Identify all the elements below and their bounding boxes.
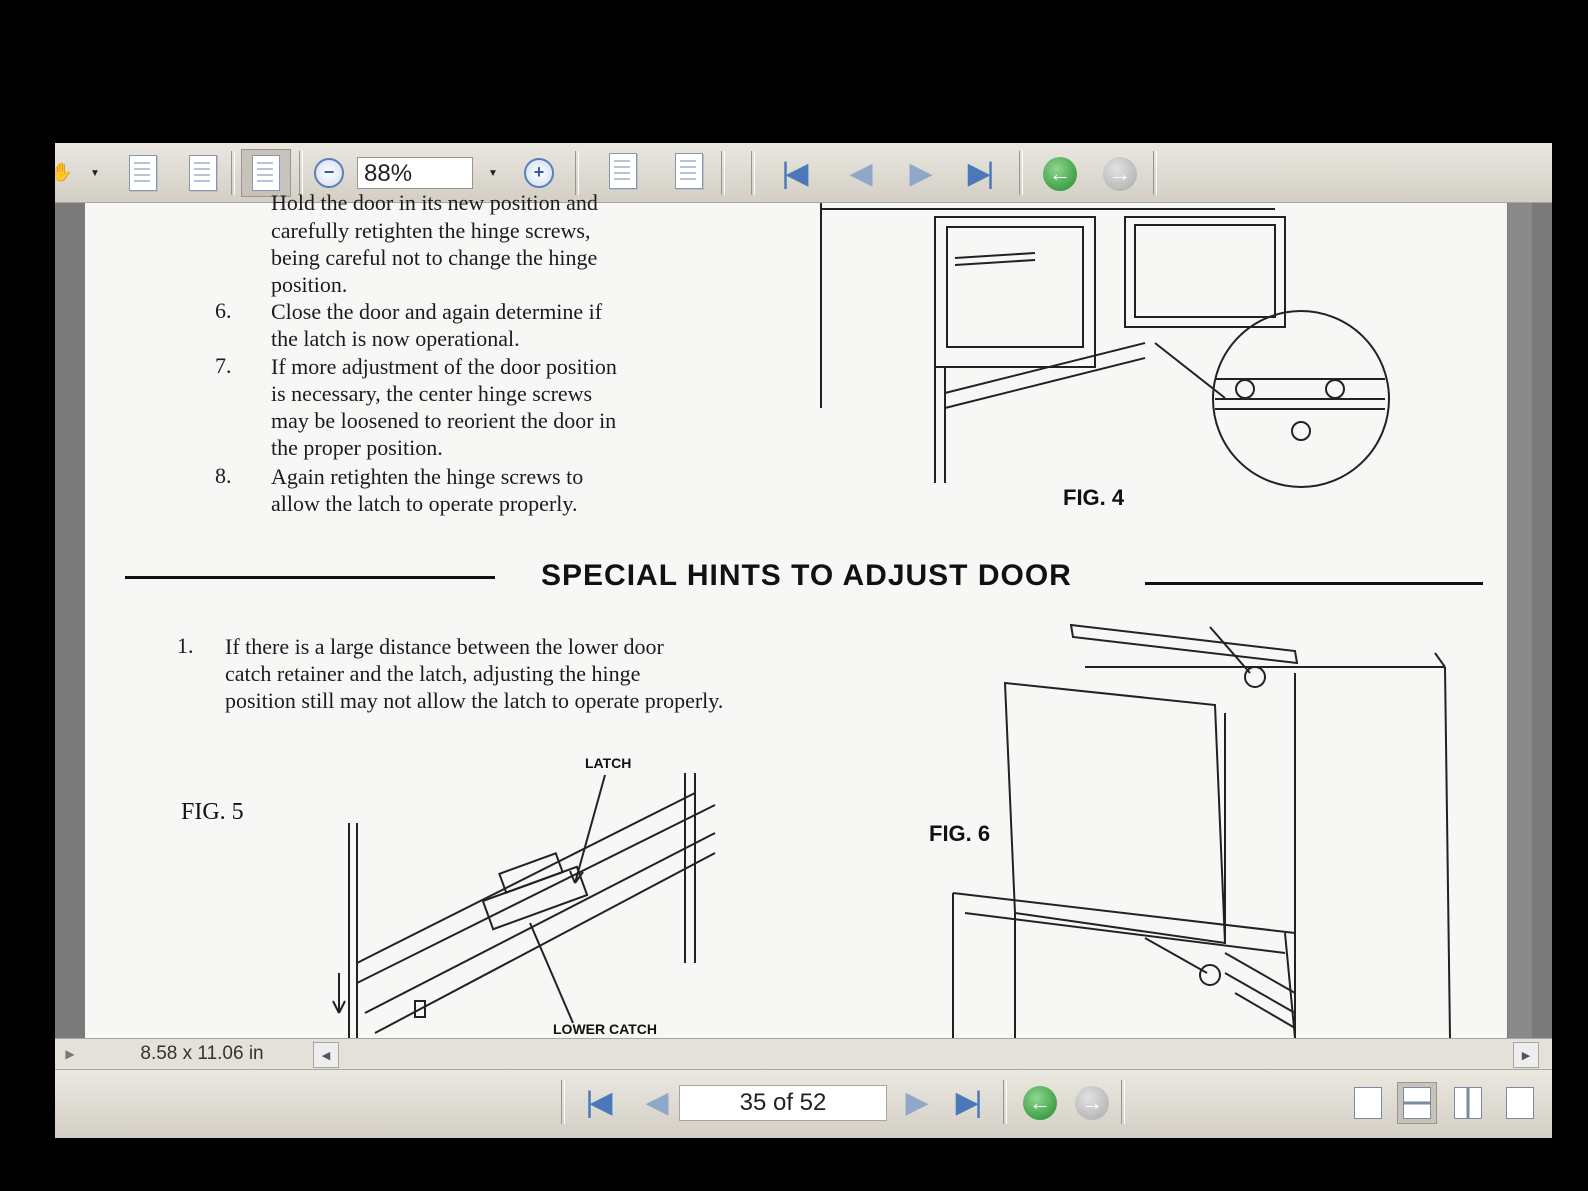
single-page-icon[interactable] [125, 153, 161, 193]
forward-view-icon[interactable]: → [1101, 155, 1139, 193]
step8-line-2: allow the latch to operate properly. [271, 491, 578, 516]
page-layout-icon[interactable] [667, 149, 711, 193]
pdf-viewer-window [50, 143, 1552, 1137]
status-bar [55, 1069, 1552, 1138]
hint1-text [225, 633, 905, 714]
step7-text [271, 353, 771, 461]
vertical-scrollbar[interactable] [1508, 203, 1532, 1038]
lower-catch-callout-label: LOWER CATCH [553, 1021, 657, 1037]
step7-number: 7. [215, 353, 232, 378]
document-page [85, 190, 1507, 1038]
facing-layout-icon[interactable] [1451, 1086, 1485, 1120]
zoom-input[interactable]: 88% [353, 155, 477, 191]
hint1-line-2: catch retainer and the latch, adjusting the hinge [225, 661, 641, 686]
single-page-layout-icon[interactable] [1351, 1086, 1385, 1120]
step7-line-4: the proper position. [271, 435, 443, 460]
continuous-layout-icon[interactable] [1397, 1082, 1437, 1124]
horizontal-scrollbar[interactable] [55, 1038, 1552, 1069]
fig5-illustration [325, 763, 745, 1038]
step7-line-3: may be loosened to reorient the door in [271, 408, 617, 433]
page-size-arrow-icon[interactable]: ▶ [65, 1047, 75, 1061]
page-number-input[interactable]: 35 of 52 [679, 1085, 887, 1121]
status-forward-view-icon[interactable]: → [1073, 1084, 1111, 1122]
continuous-facing-layout-icon[interactable] [1503, 1086, 1537, 1120]
status-previous-page-icon[interactable]: ◀ [645, 1085, 665, 1119]
step7-line-1: If more adjustment of the door position [271, 354, 617, 379]
status-next-page-icon[interactable]: ▶ [905, 1085, 925, 1119]
zoom-in-icon[interactable]: + [523, 157, 555, 189]
scroll-right-icon[interactable]: ▶ [1513, 1042, 1539, 1068]
step5-line-2: being careful not to change the hinge [271, 245, 598, 270]
top-fragment-text: Hold the door in its new position and [271, 190, 598, 215]
step6-line-1: Close the door and again determine if [271, 299, 603, 324]
hint1-line-1: If there is a large distance between the lower door [225, 634, 664, 659]
fig5-label: FIG. 5 [181, 799, 244, 825]
step5-line-3: position. [271, 272, 348, 297]
rotate-icon[interactable] [601, 149, 645, 193]
status-back-view-icon[interactable]: ← [1021, 1084, 1059, 1122]
step8-number: 8. [215, 463, 232, 488]
hint1-line-3: position still may not allow the latch to operate properly. [225, 688, 724, 713]
step5-line-1: carefully retighten the hinge screws, [271, 218, 591, 243]
heading-rule-left [125, 576, 495, 579]
latch-callout-label: LATCH [585, 755, 632, 771]
previous-page-icon[interactable]: ◀ [849, 156, 869, 190]
scroll-left-icon[interactable]: ◀ [313, 1042, 339, 1068]
first-page-icon[interactable]: |◀ [781, 156, 805, 190]
back-view-icon[interactable]: ← [1041, 155, 1079, 193]
step6-text [271, 298, 771, 352]
fig6-label: FIG. 6 [929, 821, 991, 846]
tool-dropdown-arrow[interactable]: ▼ [90, 167, 100, 179]
heading-rule-right [1145, 582, 1483, 585]
hint1-number: 1. [177, 633, 194, 658]
page-size-indicator: 8.58 x 11.06 in [91, 1041, 314, 1067]
section-heading: SPECIAL HINTS TO ADJUST DOOR [541, 559, 1072, 592]
next-page-icon[interactable]: ▶ [909, 156, 929, 190]
fig4-illustration [805, 203, 1405, 503]
continuous-page-icon[interactable] [183, 153, 223, 193]
step8-text [271, 463, 771, 517]
step6-line-2: the latch is now operational. [271, 326, 520, 351]
status-first-page-icon[interactable]: |◀ [585, 1085, 609, 1119]
document-viewport[interactable] [55, 190, 1552, 1038]
last-page-icon[interactable]: ▶| [967, 156, 991, 190]
step8-line-1: Again retighten the hinge screws to [271, 464, 584, 489]
hand-tool-icon[interactable]: ✋ [50, 161, 74, 182]
zoom-out-icon[interactable]: − [313, 157, 345, 189]
fig4-label: FIG. 4 [1063, 485, 1125, 510]
step7-line-2: is necessary, the center hinge screws [271, 381, 593, 406]
fig6-illustration [945, 613, 1505, 1038]
step6-number: 6. [215, 298, 232, 323]
zoom-dropdown-arrow[interactable]: ▼ [488, 167, 498, 179]
status-last-page-icon[interactable]: ▶| [955, 1085, 979, 1119]
step5-text [271, 217, 771, 298]
